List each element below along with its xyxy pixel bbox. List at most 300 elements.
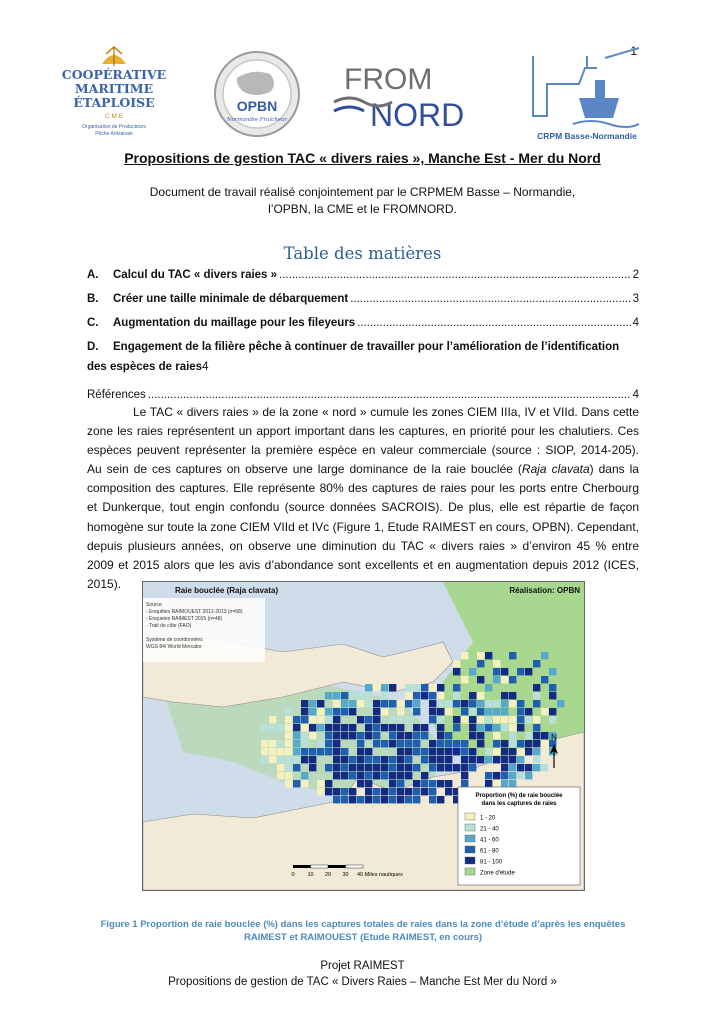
grid-cell: [437, 692, 444, 699]
map-title: Raie bouclée (Raja clavata): [175, 586, 279, 595]
grid-cell: [349, 772, 356, 779]
grid-cell: [349, 724, 356, 731]
grid-cell: [413, 708, 420, 715]
toc-item-a[interactable]: [87, 269, 639, 293]
grid-cell: [533, 724, 540, 731]
body-line-end: ) dans la: [589, 462, 639, 477]
grid-cell: [485, 684, 492, 691]
grid-cell: [501, 772, 508, 779]
grid-cell: [381, 708, 388, 715]
grid-cell: [501, 700, 508, 707]
body-paragraph: [87, 403, 639, 594]
fromnord-logo: [330, 44, 490, 144]
grid-cell: [533, 748, 540, 755]
grid-cell: [493, 780, 500, 787]
grid-cell: [525, 772, 532, 779]
grid-cell: [309, 764, 316, 771]
grid-cell: [445, 764, 452, 771]
grid-cell: [405, 764, 412, 771]
grid-cell: [365, 788, 372, 795]
grid-cell: [261, 740, 268, 747]
body-line-start: Au sein de ces captures on observe une large dominance de la raie bouclée (: [87, 462, 522, 477]
crpm-logo: [527, 44, 647, 144]
grid-cell: [365, 748, 372, 755]
grid-cell: [501, 716, 508, 723]
grid-cell: [501, 780, 508, 787]
grid-cell: [325, 732, 332, 739]
grid-cell: [541, 676, 548, 683]
grid-cell: [445, 700, 452, 707]
toc-title: Table des matières: [283, 244, 442, 263]
grid-cell: [541, 708, 548, 715]
grid-cell: [509, 692, 516, 699]
grid-cell: [477, 732, 484, 739]
toc-label-line-1: Engagement de la filière pêche à continuer de travailler pour l’amélioration de l’identification: [113, 341, 620, 353]
grid-cell: [517, 724, 524, 731]
grid-cell: [477, 700, 484, 707]
map-source-line: WGS 84/ World Mercator: [146, 644, 202, 650]
grid-cell: [437, 764, 444, 771]
grid-cell: [381, 764, 388, 771]
grid-cell: [373, 708, 380, 715]
grid-cell: [461, 756, 468, 763]
body-line: composition des captures. Elle représente 80% des captures de raies pour les ports entre Cherbourg: [87, 481, 639, 496]
grid-cell: [501, 676, 508, 683]
grid-cell: [365, 684, 372, 691]
map-credit: Réalisation: OPBN: [509, 586, 580, 595]
grid-cell: [317, 708, 324, 715]
grid-cell: [501, 708, 508, 715]
grid-cell: [493, 732, 500, 739]
grid-cell: [373, 684, 380, 691]
grid-cell: [517, 772, 524, 779]
cme-emblem: [102, 47, 126, 66]
grid-cell: [445, 732, 452, 739]
legend-label: 21 - 40: [480, 826, 499, 833]
grid-cell: [341, 764, 348, 771]
grid-cell: [557, 700, 564, 707]
grid-cell: [429, 716, 436, 723]
grid-cell: [405, 748, 412, 755]
grid-cell: [405, 684, 412, 691]
grid-cell: [469, 668, 476, 675]
grid-cell: [461, 780, 468, 787]
grid-cell: [533, 716, 540, 723]
grid-cell: [509, 676, 516, 683]
grid-cell: [389, 724, 396, 731]
grid-cell: [533, 732, 540, 739]
toc-item-d[interactable]: [87, 341, 639, 389]
grid-cell: [357, 748, 364, 755]
grid-cell: [533, 764, 540, 771]
grid-cell: [277, 756, 284, 763]
grid-cell: [501, 692, 508, 699]
grid-cell: [261, 756, 268, 763]
grid-cell: [421, 756, 428, 763]
grid-cell: [445, 708, 452, 715]
grid-cell: [469, 716, 476, 723]
grid-cell: [493, 660, 500, 667]
grid-cell: [429, 700, 436, 707]
grid-cell: [461, 700, 468, 707]
grid-cell: [421, 788, 428, 795]
grid-cell: [525, 748, 532, 755]
grid-cell: [405, 740, 412, 747]
grid-cell: [541, 652, 548, 659]
grid-cell: [301, 772, 308, 779]
legend-label: 81 - 100: [480, 859, 503, 866]
grid-cell: [285, 772, 292, 779]
logo-strip: [62, 44, 647, 144]
toc-label: Calcul du TAC « divers raies »: [113, 269, 278, 281]
cme-abbr: C M E: [104, 113, 124, 120]
legend-swatch: [465, 813, 475, 820]
grid-cell: [533, 756, 540, 763]
opbn-tagline: Normandie Fraîcheur: [226, 117, 288, 123]
grid-cell: [517, 668, 524, 675]
grid-cell: [373, 788, 380, 795]
boat-icon: [579, 98, 619, 118]
grid-cell: [277, 724, 284, 731]
opbn-logo: [212, 44, 302, 144]
grid-cell: [437, 732, 444, 739]
grid-cell: [413, 788, 420, 795]
grid-cell: [365, 764, 372, 771]
grid-cell: [493, 668, 500, 675]
grid-cell: [301, 748, 308, 755]
grid-cell: [405, 756, 412, 763]
cme-line1: COOPÉRATIVE: [62, 67, 167, 82]
grid-cell: [293, 740, 300, 747]
grid-cell: [397, 756, 404, 763]
grid-cell: [533, 692, 540, 699]
map-source-box: [143, 598, 265, 662]
grid-cell: [357, 700, 364, 707]
toc-page: 4: [202, 361, 209, 373]
grid-cell: [397, 788, 404, 795]
map-canvas: [143, 582, 584, 890]
grid-cell: [469, 756, 476, 763]
grid-cell: [493, 772, 500, 779]
grid-cell: [349, 708, 356, 715]
toc-letter: B.: [87, 293, 99, 305]
grid-cell: [269, 756, 276, 763]
grid-cell: [429, 780, 436, 787]
grid-cell: [333, 716, 340, 723]
grid-cell: [485, 748, 492, 755]
grid-cell: [357, 796, 364, 803]
grid-cell: [277, 740, 284, 747]
grid-cell: [325, 780, 332, 787]
grid-cell: [333, 740, 340, 747]
grid-cell: [461, 764, 468, 771]
toc-item-c[interactable]: [87, 317, 639, 341]
grid-cell: [261, 724, 268, 731]
body-line: homogène sur toute la zone CIEM VIId et IVc (Figure 1, Etude RAIMEST en cours, OPBN). Cependant,: [87, 519, 639, 534]
grid-cell: [285, 748, 292, 755]
legend-label: 1 - 20: [480, 815, 496, 822]
grid-cell: [461, 652, 468, 659]
scale-label: 20: [324, 872, 332, 878]
grid-cell: [373, 732, 380, 739]
grid-cell: [413, 796, 420, 803]
grid-cell: [453, 748, 460, 755]
grid-cell: [333, 772, 340, 779]
grid-cell: [365, 780, 372, 787]
map-source-line: - Enquetes RAIMEST 2015 (n=48): [146, 616, 223, 622]
grid-cell: [301, 780, 308, 787]
grid-cell: [437, 708, 444, 715]
fromnord-line2: NORD: [370, 97, 465, 133]
grid-cell: [405, 788, 412, 795]
grid-cell: [333, 732, 340, 739]
toc-leader: [148, 389, 631, 401]
grid-cell: [397, 764, 404, 771]
grid-cell: [549, 716, 556, 723]
grid-cell: [413, 700, 420, 707]
grid-cell: [461, 708, 468, 715]
grid-cell: [509, 740, 516, 747]
grid-cell: [429, 756, 436, 763]
grid-cell: [413, 764, 420, 771]
map-legend: [458, 787, 580, 885]
grid-cell: [485, 716, 492, 723]
grid-cell: [333, 692, 340, 699]
grid-cell: [333, 788, 340, 795]
page-number: 1: [630, 44, 637, 58]
grid-cell: [437, 716, 444, 723]
scale-label: 40 Miles nautiques: [357, 872, 403, 878]
grid-cell: [405, 772, 412, 779]
grid-cell: [325, 708, 332, 715]
toc-page: 2: [632, 269, 639, 281]
grid-cell: [373, 700, 380, 707]
toc-leader: [350, 293, 630, 305]
document-subtitle: [110, 184, 615, 218]
grid-cell: [509, 756, 516, 763]
grid-cell: [301, 724, 308, 731]
grid-cell: [301, 708, 308, 715]
grid-cell: [493, 708, 500, 715]
grid-cell: [397, 740, 404, 747]
subtitle-line-2: l’OPBN, la CME et le FROMNORD.: [268, 202, 457, 216]
grid-cell: [477, 660, 484, 667]
grid-cell: [477, 716, 484, 723]
grid-cell: [429, 796, 436, 803]
grid-cell: [453, 716, 460, 723]
grid-cell: [517, 764, 524, 771]
grid-cell: [389, 732, 396, 739]
grid-cell: [549, 668, 556, 675]
grid-cell: [381, 796, 388, 803]
grid-cell: [493, 700, 500, 707]
grid-cell: [509, 772, 516, 779]
grid-cell: [469, 724, 476, 731]
grid-cell: [285, 732, 292, 739]
grid-cell: [421, 748, 428, 755]
grid-cell: [341, 772, 348, 779]
grid-cell: [533, 660, 540, 667]
body-line: 2009 et 2015 alors que les avis d’abondance sont excellents et en augmentation depuis 2012 (ICES,: [87, 557, 639, 572]
grid-cell: [293, 756, 300, 763]
legend-title-2: dans les captures de raies: [481, 801, 557, 807]
grid-cell: [413, 732, 420, 739]
grid-cell: [477, 676, 484, 683]
grid-cell: [469, 748, 476, 755]
grid-cell: [269, 740, 276, 747]
grid-cell: [445, 756, 452, 763]
grid-cell: [325, 788, 332, 795]
body-line: Le TAC « divers raies » de la zone « nord » cumule les zones CIEM IIIa, IV et VIId. Dans cette: [133, 405, 639, 419]
grid-cell: [437, 796, 444, 803]
grid-cell: [493, 676, 500, 683]
grid-cell: [453, 684, 460, 691]
grid-cell: [405, 692, 412, 699]
grid-cell: [293, 724, 300, 731]
grid-cell: [349, 692, 356, 699]
grid-cell: [437, 700, 444, 707]
grid-cell: [461, 772, 468, 779]
grid-cell: [437, 780, 444, 787]
toc-letter: C.: [87, 317, 99, 329]
grid-cell: [357, 756, 364, 763]
grid-cell: [293, 716, 300, 723]
legend-label: 61 - 80: [480, 848, 499, 855]
cme-sub2: Pêche Artisanale: [95, 131, 133, 137]
grid-cell: [453, 724, 460, 731]
grid-cell: [285, 780, 292, 787]
legend-swatch: [465, 824, 475, 831]
crpm-name: CRPM Basse-Normandie: [537, 131, 637, 141]
grid-cell: [533, 740, 540, 747]
north-label: N: [551, 733, 557, 742]
grid-cell: [341, 796, 348, 803]
grid-cell: [325, 716, 332, 723]
grid-cell: [365, 796, 372, 803]
grid-cell: [341, 692, 348, 699]
grid-cell: [517, 748, 524, 755]
body-line: espèces peuvent représenter la première espèce en valeur commerciale (source : SIOP, 2014-205).: [87, 443, 639, 458]
grid-cell: [309, 700, 316, 707]
grid-cell: [477, 652, 484, 659]
grid-cell: [285, 764, 292, 771]
grid-cell: [389, 716, 396, 723]
grid-cell: [389, 740, 396, 747]
grid-cell: [517, 740, 524, 747]
toc-label: Augmentation du maillage pour les fileyeurs: [113, 317, 356, 329]
grid-cell: [365, 716, 372, 723]
grid-cell: [509, 724, 516, 731]
grid-cell: [293, 748, 300, 755]
grid-cell: [509, 764, 516, 771]
body-line-species: [87, 460, 639, 479]
grid-cell: [285, 756, 292, 763]
grid-cell: [549, 684, 556, 691]
grid-cell: [485, 772, 492, 779]
legend-label: Zone d'étude: [480, 870, 515, 877]
grid-cell: [469, 708, 476, 715]
grid-cell: [437, 748, 444, 755]
grid-cell: [333, 708, 340, 715]
grid-cell: [437, 684, 444, 691]
grid-cell: [357, 692, 364, 699]
grid-cell: [277, 772, 284, 779]
grid-cell: [485, 724, 492, 731]
grid-cell: [477, 740, 484, 747]
grid-cell: [461, 676, 468, 683]
grid-cell: [341, 700, 348, 707]
grid-cell: [437, 740, 444, 747]
grid-cell: [301, 740, 308, 747]
grid-cell: [381, 700, 388, 707]
grid-cell: [349, 788, 356, 795]
grid-cell: [381, 684, 388, 691]
grid-cell: [365, 724, 372, 731]
grid-cell: [509, 780, 516, 787]
grid-cell: [397, 780, 404, 787]
grid-cell: [453, 700, 460, 707]
toc-item-b[interactable]: [87, 293, 639, 317]
grid-cell: [453, 764, 460, 771]
grid-cell: [533, 700, 540, 707]
grid-cell: [341, 748, 348, 755]
grid-cell: [357, 716, 364, 723]
grid-cell: [325, 692, 332, 699]
legend-title-1: Proportion (%) de raie bouclée: [475, 793, 563, 799]
grid-cell: [269, 716, 276, 723]
toc-leader: [279, 269, 631, 281]
grid-cell: [509, 652, 516, 659]
body-line: 2015).: [87, 576, 122, 591]
grid-cell: [293, 780, 300, 787]
grid-cell: [309, 708, 316, 715]
grid-cell: [349, 756, 356, 763]
cme-sub1: Organisation de Producteurs: [82, 124, 146, 130]
grid-cell: [413, 780, 420, 787]
grid-cell: [453, 692, 460, 699]
grid-cell: [421, 692, 428, 699]
grid-cell: [517, 756, 524, 763]
grid-cell: [469, 700, 476, 707]
toc-leader: [357, 317, 630, 329]
grid-cell: [429, 692, 436, 699]
grid-cell: [309, 724, 316, 731]
grid-cell: [333, 700, 340, 707]
grid-cell: [397, 748, 404, 755]
grid-cell: [325, 724, 332, 731]
subtitle-line-1: Document de travail réalisé conjointement par le CRPMEM Basse – Normandie,: [149, 185, 576, 199]
grid-cell: [285, 716, 292, 723]
toc-page: 4: [632, 389, 639, 401]
grid-cell: [397, 700, 404, 707]
grid-cell: [525, 668, 532, 675]
grid-cell: [493, 740, 500, 747]
grid-cell: [501, 724, 508, 731]
grid-cell: [309, 716, 316, 723]
figure-caption-line-2: RAIMEST et RAIMOUEST (Etude RAIMEST, en cours): [243, 932, 483, 943]
page-footer: [0, 958, 725, 990]
grid-cell: [261, 748, 268, 755]
grid-cell: [509, 748, 516, 755]
grid-cell: [453, 740, 460, 747]
grid-cell: [429, 764, 436, 771]
document-title: Propositions de gestion TAC « divers raies », Manche Est - Mer du Nord: [124, 150, 601, 166]
grid-cell: [421, 732, 428, 739]
map-source-line: Source: [146, 602, 162, 608]
grid-cell: [389, 796, 396, 803]
grid-cell: [381, 788, 388, 795]
grid-cell: [397, 732, 404, 739]
